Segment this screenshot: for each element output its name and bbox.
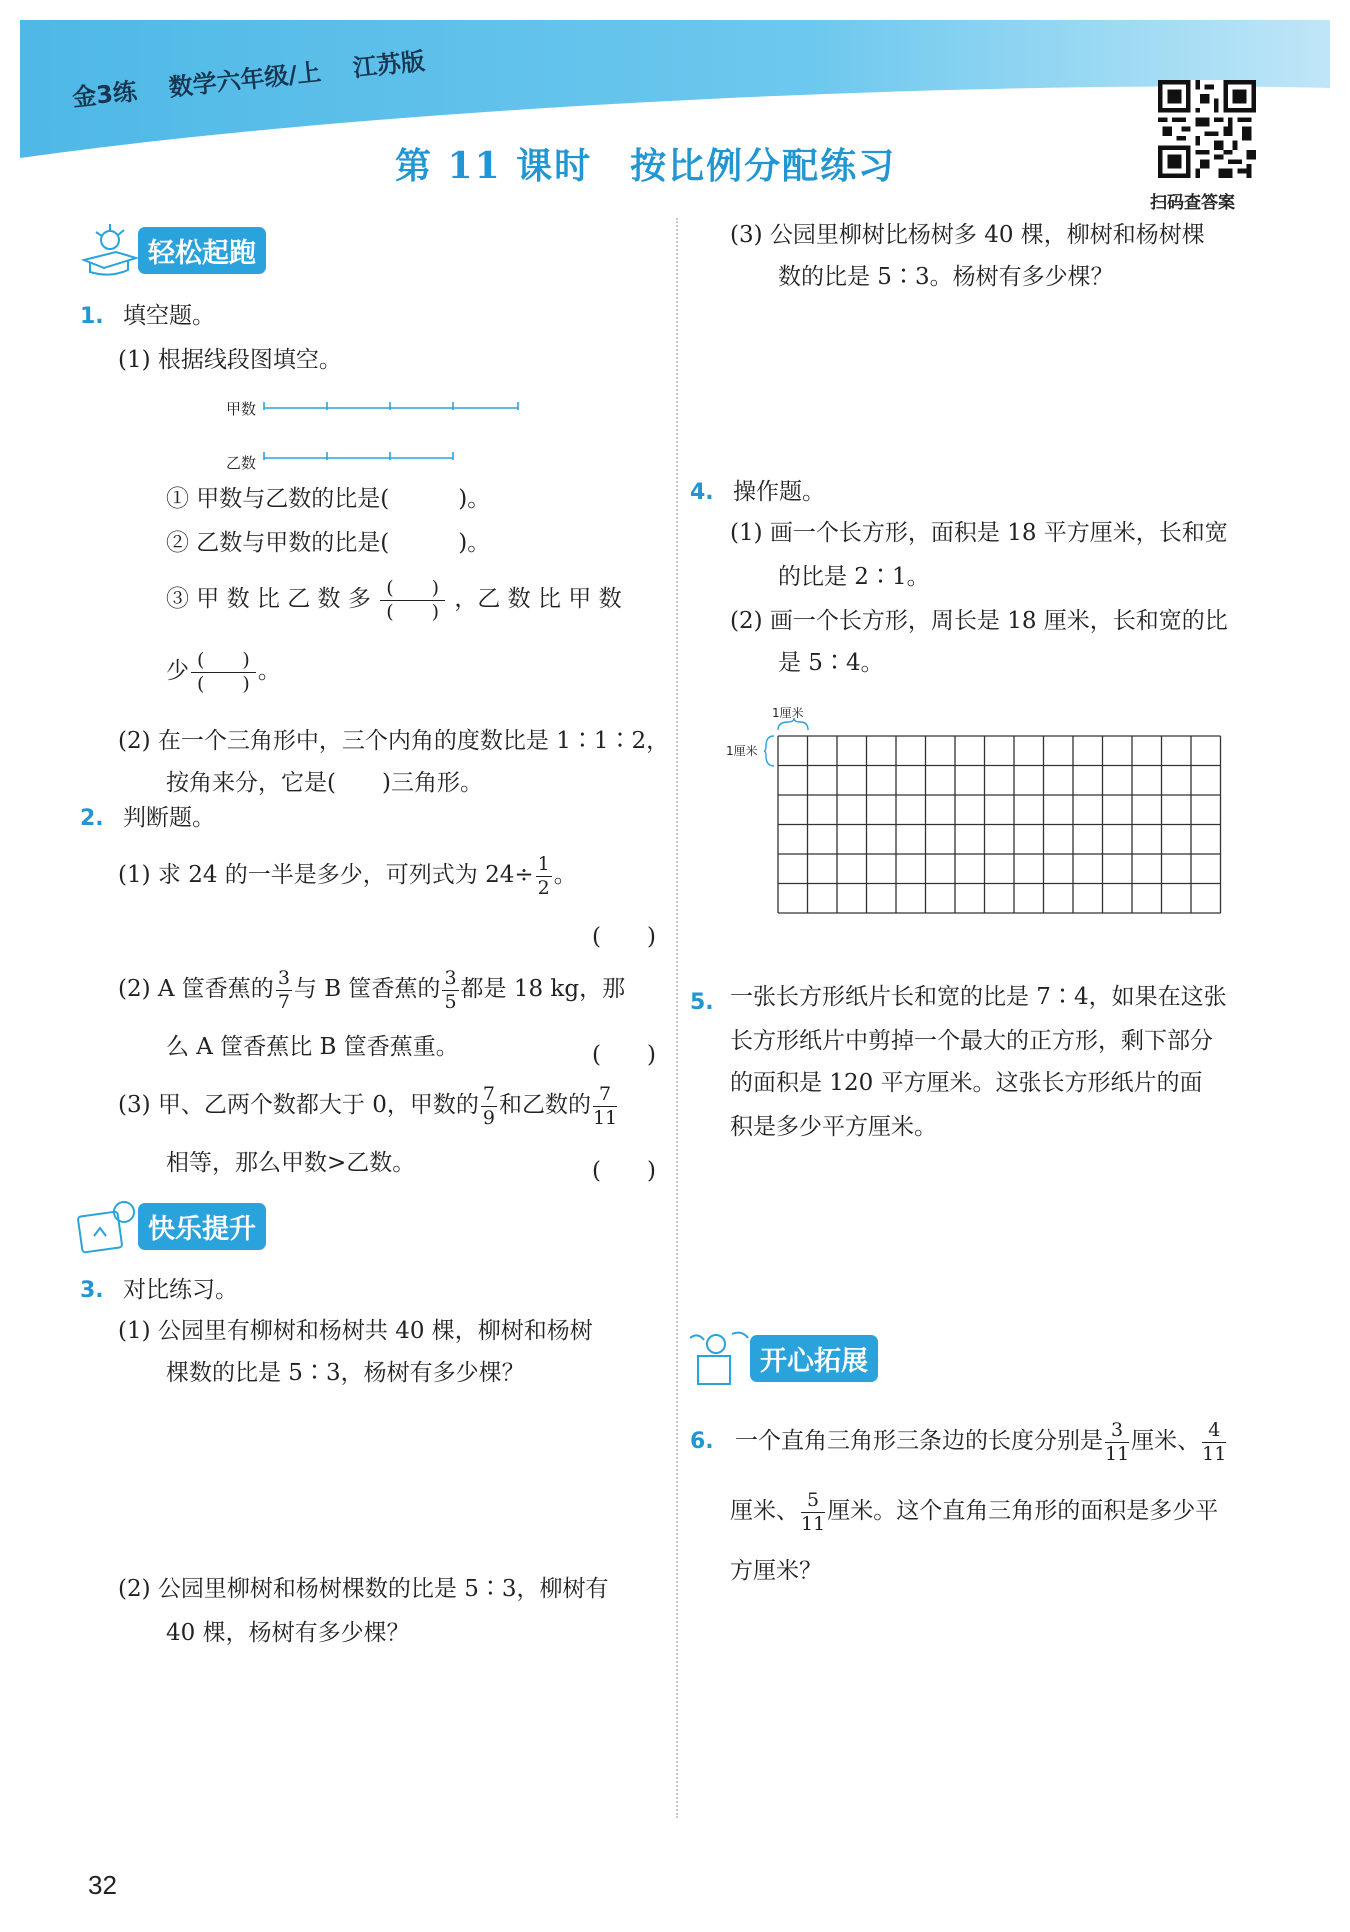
q4-part2-line1: (2) 画一个长方形，周长是 18 厘米，长和宽的比 <box>730 608 1228 634</box>
section-tag-warmup: 轻松起跑 <box>138 227 266 274</box>
mascot-icon <box>76 1196 142 1256</box>
q1-part2-line2: 按角来分，它是( )三角形。 <box>166 770 483 796</box>
fraction <box>1202 1418 1227 1465</box>
q1-sub1: ① 甲数与乙数的比是( )。 <box>166 486 491 512</box>
q6-text-b: 厘米、 <box>1131 1428 1201 1454</box>
q3-part1-line1: (1) 公园里有柳树和杨树共 40 棵，柳树和杨树 <box>118 1318 593 1344</box>
q2-part2-text-c: 都是 18 kg，那 <box>460 976 626 1002</box>
fraction <box>1104 1418 1130 1465</box>
answer-fraction-blank[interactable] <box>191 648 256 695</box>
section-warmup <box>76 220 266 280</box>
q1-sub3-text-a: ③ 甲 数 比 乙 数 多 <box>166 586 371 612</box>
q5-line1: 一张长方形纸片长和宽的比是 7∶4，如果在这张 <box>730 984 1227 1010</box>
q1-sub3-cont <box>166 650 281 694</box>
q2-part1 <box>118 854 577 898</box>
q3-part2-line2: 40 棵，杨树有多少棵？ <box>166 1620 410 1646</box>
q1-part2-line1: (2) 在一个三角形中，三个内角的度数比是 1∶1∶2， <box>118 728 670 754</box>
question-5 <box>690 986 714 1019</box>
frac-denominator: 11 <box>801 1512 826 1535</box>
question-text: 填空题。 <box>122 303 215 329</box>
question-number: 6. <box>690 1429 714 1454</box>
q1-part1: (1) 根据线段图填空。 <box>118 347 342 373</box>
diagram-label-yi: 乙数 <box>226 454 257 472</box>
question-6-line1 <box>690 1420 1228 1464</box>
question-number: 3. <box>80 1278 104 1303</box>
q4-part1-line1: (1) 画一个长方形，面积是 18 平方厘米，长和宽 <box>730 520 1228 546</box>
question-1-title <box>80 300 215 333</box>
q1-sub3-text-c: 少 <box>166 658 189 684</box>
frac-denominator: 9 <box>482 1106 495 1129</box>
q1-sub3 <box>166 578 622 622</box>
frac-denominator: 11 <box>1104 1442 1130 1465</box>
grid-unit-label-side: 1厘米 <box>726 744 758 758</box>
fraction <box>536 852 552 899</box>
fraction <box>801 1488 826 1535</box>
frac-denominator: 11 <box>592 1106 618 1129</box>
judge-answer-parentheses[interactable]: ( ) <box>592 1042 656 1068</box>
q2-part1-end: 。 <box>553 862 577 888</box>
q4-part2-line2: 是 5∶4。 <box>778 650 884 676</box>
question-number: 5. <box>690 990 714 1015</box>
frac-denominator: 11 <box>1202 1442 1227 1465</box>
frac-denominator: 2 <box>537 876 550 899</box>
fraction <box>592 1082 618 1129</box>
q3-part1-line2: 棵数的比是 5∶3，杨树有多少棵？ <box>166 1360 525 1386</box>
judge-answer-parentheses[interactable]: ( ) <box>592 1158 656 1184</box>
edition-name: 江苏版 <box>351 47 427 83</box>
frac-numerator: 7 <box>482 1082 495 1105</box>
qr-caption: 扫码查答案 <box>1150 193 1235 213</box>
column-divider <box>676 218 678 1818</box>
fraction <box>276 966 292 1013</box>
frac-numerator: 3 <box>444 966 457 989</box>
q2-part3-line2: 相等，那么甲数>乙数。 <box>166 1150 416 1176</box>
section-tag-extend: 开心拓展 <box>750 1335 878 1382</box>
q1-sub2: ② 乙数与甲数的比是( )。 <box>166 530 491 556</box>
question-text: 操作题。 <box>732 479 825 505</box>
q2-part2-line2: 么 A 筐香蕉比 B 筐香蕉重。 <box>166 1034 459 1060</box>
answer-fraction-blank[interactable] <box>380 576 445 623</box>
q5-line3: 的面积是 120 平方厘米。这张长方形纸片的面 <box>730 1070 1203 1096</box>
frac-denominator: 7 <box>277 990 290 1013</box>
question-4-title <box>690 476 825 509</box>
subject-name: 数学六年级/上 <box>167 58 323 102</box>
question-6-line3: 方厘米？ <box>730 1558 822 1584</box>
question-6-line2 <box>730 1490 1218 1534</box>
q2-part2-text-a: (2) A 筐香蕉的 <box>118 976 274 1002</box>
question-2-title <box>80 802 215 835</box>
frac-numerator: 5 <box>801 1491 825 1513</box>
grid-unit-label-top: 1厘米 <box>772 706 804 720</box>
frac-numerator: 3 <box>1105 1421 1129 1443</box>
q2-part2-text-b: 与 B 筐香蕉的 <box>293 976 441 1002</box>
frac-numerator: ( ) <box>191 651 256 673</box>
q2-part3-text-a: (3) 甲、乙两个数都大于 0，甲数的 <box>118 1092 479 1118</box>
page-number: 32 <box>88 1870 117 1900</box>
q6-text-c: 厘米、 <box>730 1498 799 1524</box>
judge-answer-parentheses[interactable]: ( ) <box>592 924 656 950</box>
q2-part2-line1 <box>118 968 625 1012</box>
frac-denominator: ( ) <box>386 600 440 623</box>
q3-part3-line1: (3) 公园里柳树比杨树多 40 棵，柳树和杨树棵 <box>730 222 1205 248</box>
fraction <box>442 966 458 1013</box>
section-improve <box>76 1196 266 1256</box>
question-text: 判断题。 <box>122 805 215 831</box>
section-extend <box>688 1328 878 1388</box>
q5-line4: 积是多少平方厘米。 <box>730 1114 937 1140</box>
line-segment-diagram <box>262 396 522 466</box>
q2-part1-text: (1) 求 24 的一半是多少，可列式为 24÷ <box>118 862 534 888</box>
section-tag-improve: 快乐提升 <box>138 1203 266 1250</box>
lesson-title: 第 11 课时 按比例分配练习 <box>395 145 897 187</box>
frac-numerator: ( ) <box>380 579 445 601</box>
q3-part2-line1: (2) 公园里柳树和杨树棵数的比是 5∶3，柳树有 <box>118 1576 609 1602</box>
question-number: 1. <box>80 304 104 329</box>
frac-numerator: 1 <box>537 852 550 875</box>
frac-numerator: 4 <box>1202 1421 1226 1443</box>
q1-sub3-end: 。 <box>257 658 281 684</box>
frac-denominator: ( ) <box>197 672 250 695</box>
frac-denominator: 5 <box>444 990 457 1013</box>
mascot-icon <box>688 1328 754 1388</box>
drawing-grid[interactable] <box>764 718 1224 918</box>
question-number: 2. <box>80 806 104 831</box>
diagram-label-jia: 甲数 <box>226 400 257 418</box>
q3-part3-line2: 数的比是 5∶3。杨树有多少棵？ <box>778 264 1114 290</box>
mascot-icon <box>76 220 142 280</box>
question-number: 4. <box>690 480 714 505</box>
q4-part1-line2: 的比是 2∶1。 <box>778 564 930 590</box>
q5-line2: 长方形纸片中剪掉一个最大的正方形，剩下部分 <box>730 1028 1213 1054</box>
question-text: 对比练习。 <box>122 1277 238 1303</box>
q6-text-a: 一个直角三角形三条边的长度分别是 <box>734 1428 1103 1454</box>
q2-part3-line1 <box>118 1084 619 1128</box>
fraction <box>481 1082 497 1129</box>
q6-text-d: 厘米。这个直角三角形的面积是多少平 <box>827 1498 1219 1524</box>
qr-code-icon[interactable] <box>1158 80 1256 178</box>
frac-numerator: 7 <box>593 1085 617 1107</box>
q1-sub3-text-b: ，乙 数 比 甲 数 <box>454 586 622 612</box>
frac-numerator: 3 <box>277 966 290 989</box>
q2-part3-text-b: 和乙数的 <box>498 1092 591 1118</box>
series-name: 金3练 <box>70 77 139 113</box>
question-3-title <box>80 1274 238 1307</box>
